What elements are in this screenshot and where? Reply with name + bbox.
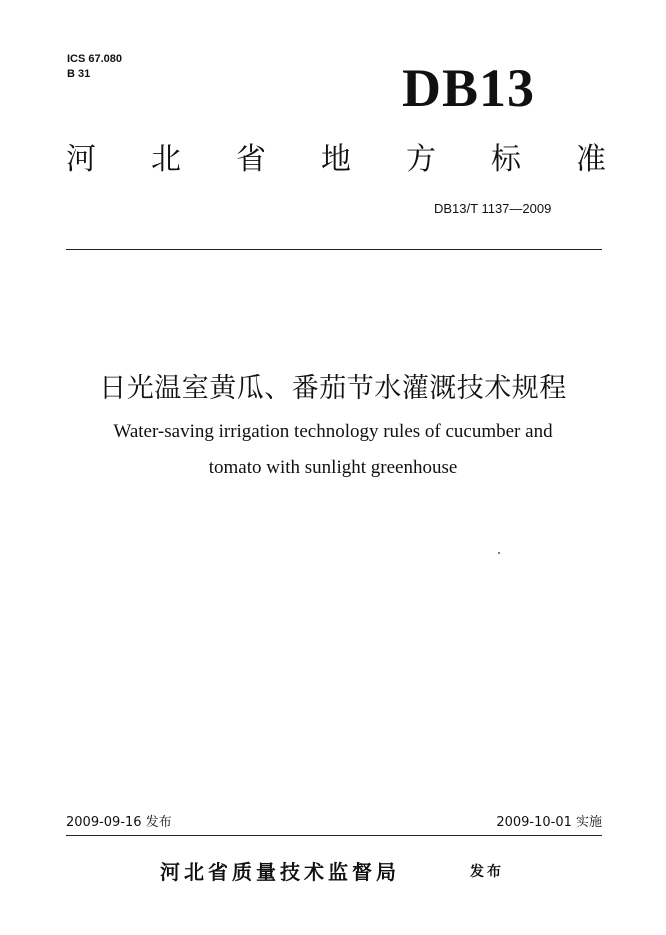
document-number: DB13/T 1137—2009 bbox=[434, 201, 552, 216]
footer-divider bbox=[66, 835, 602, 836]
standard-type-char: 方 bbox=[406, 142, 436, 177]
standard-type-char: 省 bbox=[236, 142, 266, 177]
standard-type-char: 河 bbox=[66, 142, 96, 177]
standard-type-char: 北 bbox=[151, 142, 181, 177]
standard-type-heading bbox=[66, 140, 606, 180]
title-english-line2: tomato with sunlight greenhouse bbox=[208, 457, 458, 478]
issuing-label: 发布 bbox=[470, 864, 504, 880]
title-chinese: 日光温室黄瓜、番茄节水灌溉技术规程 bbox=[99, 373, 567, 404]
classification-codes bbox=[67, 52, 122, 82]
standard-logo: DB13 bbox=[402, 58, 536, 118]
standard-type-char: 标 bbox=[491, 142, 521, 177]
issue-date: 2009-09-16 发布 bbox=[66, 815, 172, 830]
scan-speck bbox=[498, 552, 500, 554]
standard-type-char: 准 bbox=[576, 142, 606, 177]
header-divider bbox=[66, 249, 602, 250]
standard-type-char: 地 bbox=[321, 142, 351, 177]
effective-date: 2009-10-01 实施 bbox=[496, 815, 602, 830]
title-english-line1: Water-saving irrigation technology rules of cucumber and bbox=[113, 421, 553, 442]
ics-code: ICS 67.080 bbox=[67, 53, 123, 65]
issuing-authority: 河北省质量技术监督局 bbox=[160, 860, 400, 884]
ccs-code: B 31 bbox=[67, 68, 91, 80]
